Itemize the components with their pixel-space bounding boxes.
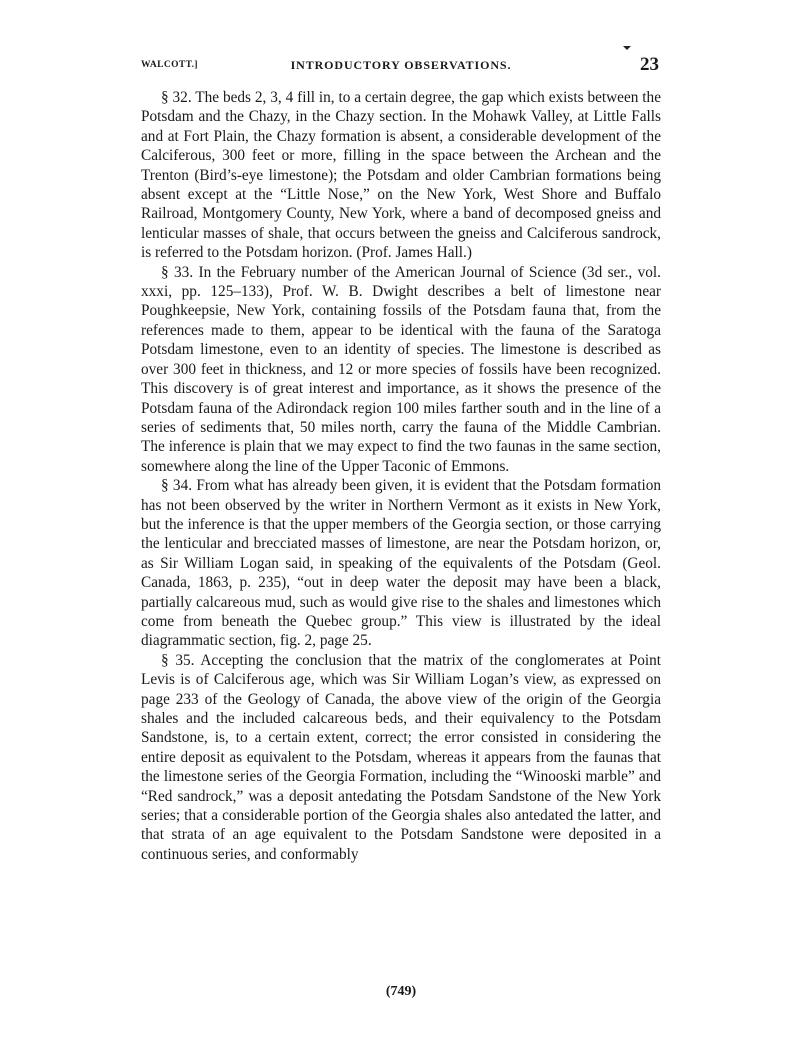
running-head-author: WALCOTT.] [141,60,199,70]
paragraph-section-35: § 35. Accepting the conclusion that the matrix of the conglomerates at Point Levis is of Calciferous age, which was Sir William Logan’s view, as expressed on page 233 of the Geology of Canada, the above view of the origin of the Georgia shales and the included calcareous beds, and their equivalency to the Potsdam Sandstone, is, to a certain extent, correct; the error consisted in considering the entire deposit as equivalent to the Potsdam, whereas it appears from the faunas that the limestone series of the Georgia Formation, including the “Winooski marble” and “Red sandrock,” was a deposit antedating the Potsdam Sandstone of the New York series; that a considerable portion of the Georgia shales also antedated the latter, and that strata of an age equivalent to the Potsdam Sandstone were deposited in a continuous series, and conformably [141,651,661,863]
running-head-title: INTRODUCTORY OBSERVATIONS. [290,58,512,72]
folio-number: (749) [385,984,417,999]
printer-mark-icon [623,46,631,50]
paragraph-section-34: § 34. From what has already been given, it is evident that the Potsdam formation has not been observed by the writer in Northern Vermont as it exists in New York, but the inference is that the upper members of the Georgia section, or those carrying the lenticular and brecciated masses of limestone, are near the Potsdam horizon, or, as Sir William Logan said, in speaking of the equivalents of the Potsdam (Geol. Canada, 1863, p. 235), “out in deep water the deposit may have been a black, partially calcareous mud, such as would give rise to the shales and limestones which come from beneath the Quebec group.” This view is illustrated by the ideal diagrammatic section, fig. 2, page 25. [141,477,661,650]
book-page [141,52,661,1012]
page-number: 23 [640,54,659,75]
body-text [141,88,661,864]
running-head [141,52,661,82]
paragraph-section-33: § 33. In the February number of the American Journal of Science (3d ser., vol. xxxi, pp. 125–133), Prof. W. B. Dwight describes a belt of limestone near Poughkeepsie, New York, containing fossils of the Potsdam fauna that, from the references made to them, appear to be identical with the fauna of the Saratoga Potsdam limestone, even to an identity of species. The limestone is described as over 300 feet in thickness, and 12 or more species of fossils have been recognized. This discovery is of great interest and importance, as it shows the presence of the Potsdam fauna of the Adirondack region 100 miles farther south and in the line of a series of sediments that, 50 miles north, carry the fauna of the Middle Cambrian. The inference is plain that we may expect to find the two faunas in the same section, somewhere along the line of the Upper Taconic of Emmons. [141,263,661,475]
paragraph-section-32: § 32. The beds 2, 3, 4 fill in, to a certain degree, the gap which exists between the Potsdam and the Chazy, in the Chazy section. In the Mohawk Valley, at Little Falls and at Fort Plain, the Chazy formation is absent, a considerable development of the Calciferous, 300 feet or more, filling in the space between the Archean and the Trenton (Bird’s-eye limestone); the Potsdam and older Cambrian formations being absent except at the “Little Nose,” on the New York, West Shore and Buffalo Railroad, Montgomery County, New York, where a band of decomposed gneiss and lenticular masses of shale, that occurs between the gneiss and Calciferous sandrock, is referred to the Potsdam horizon. (Prof. James Hall.) [141,89,661,262]
